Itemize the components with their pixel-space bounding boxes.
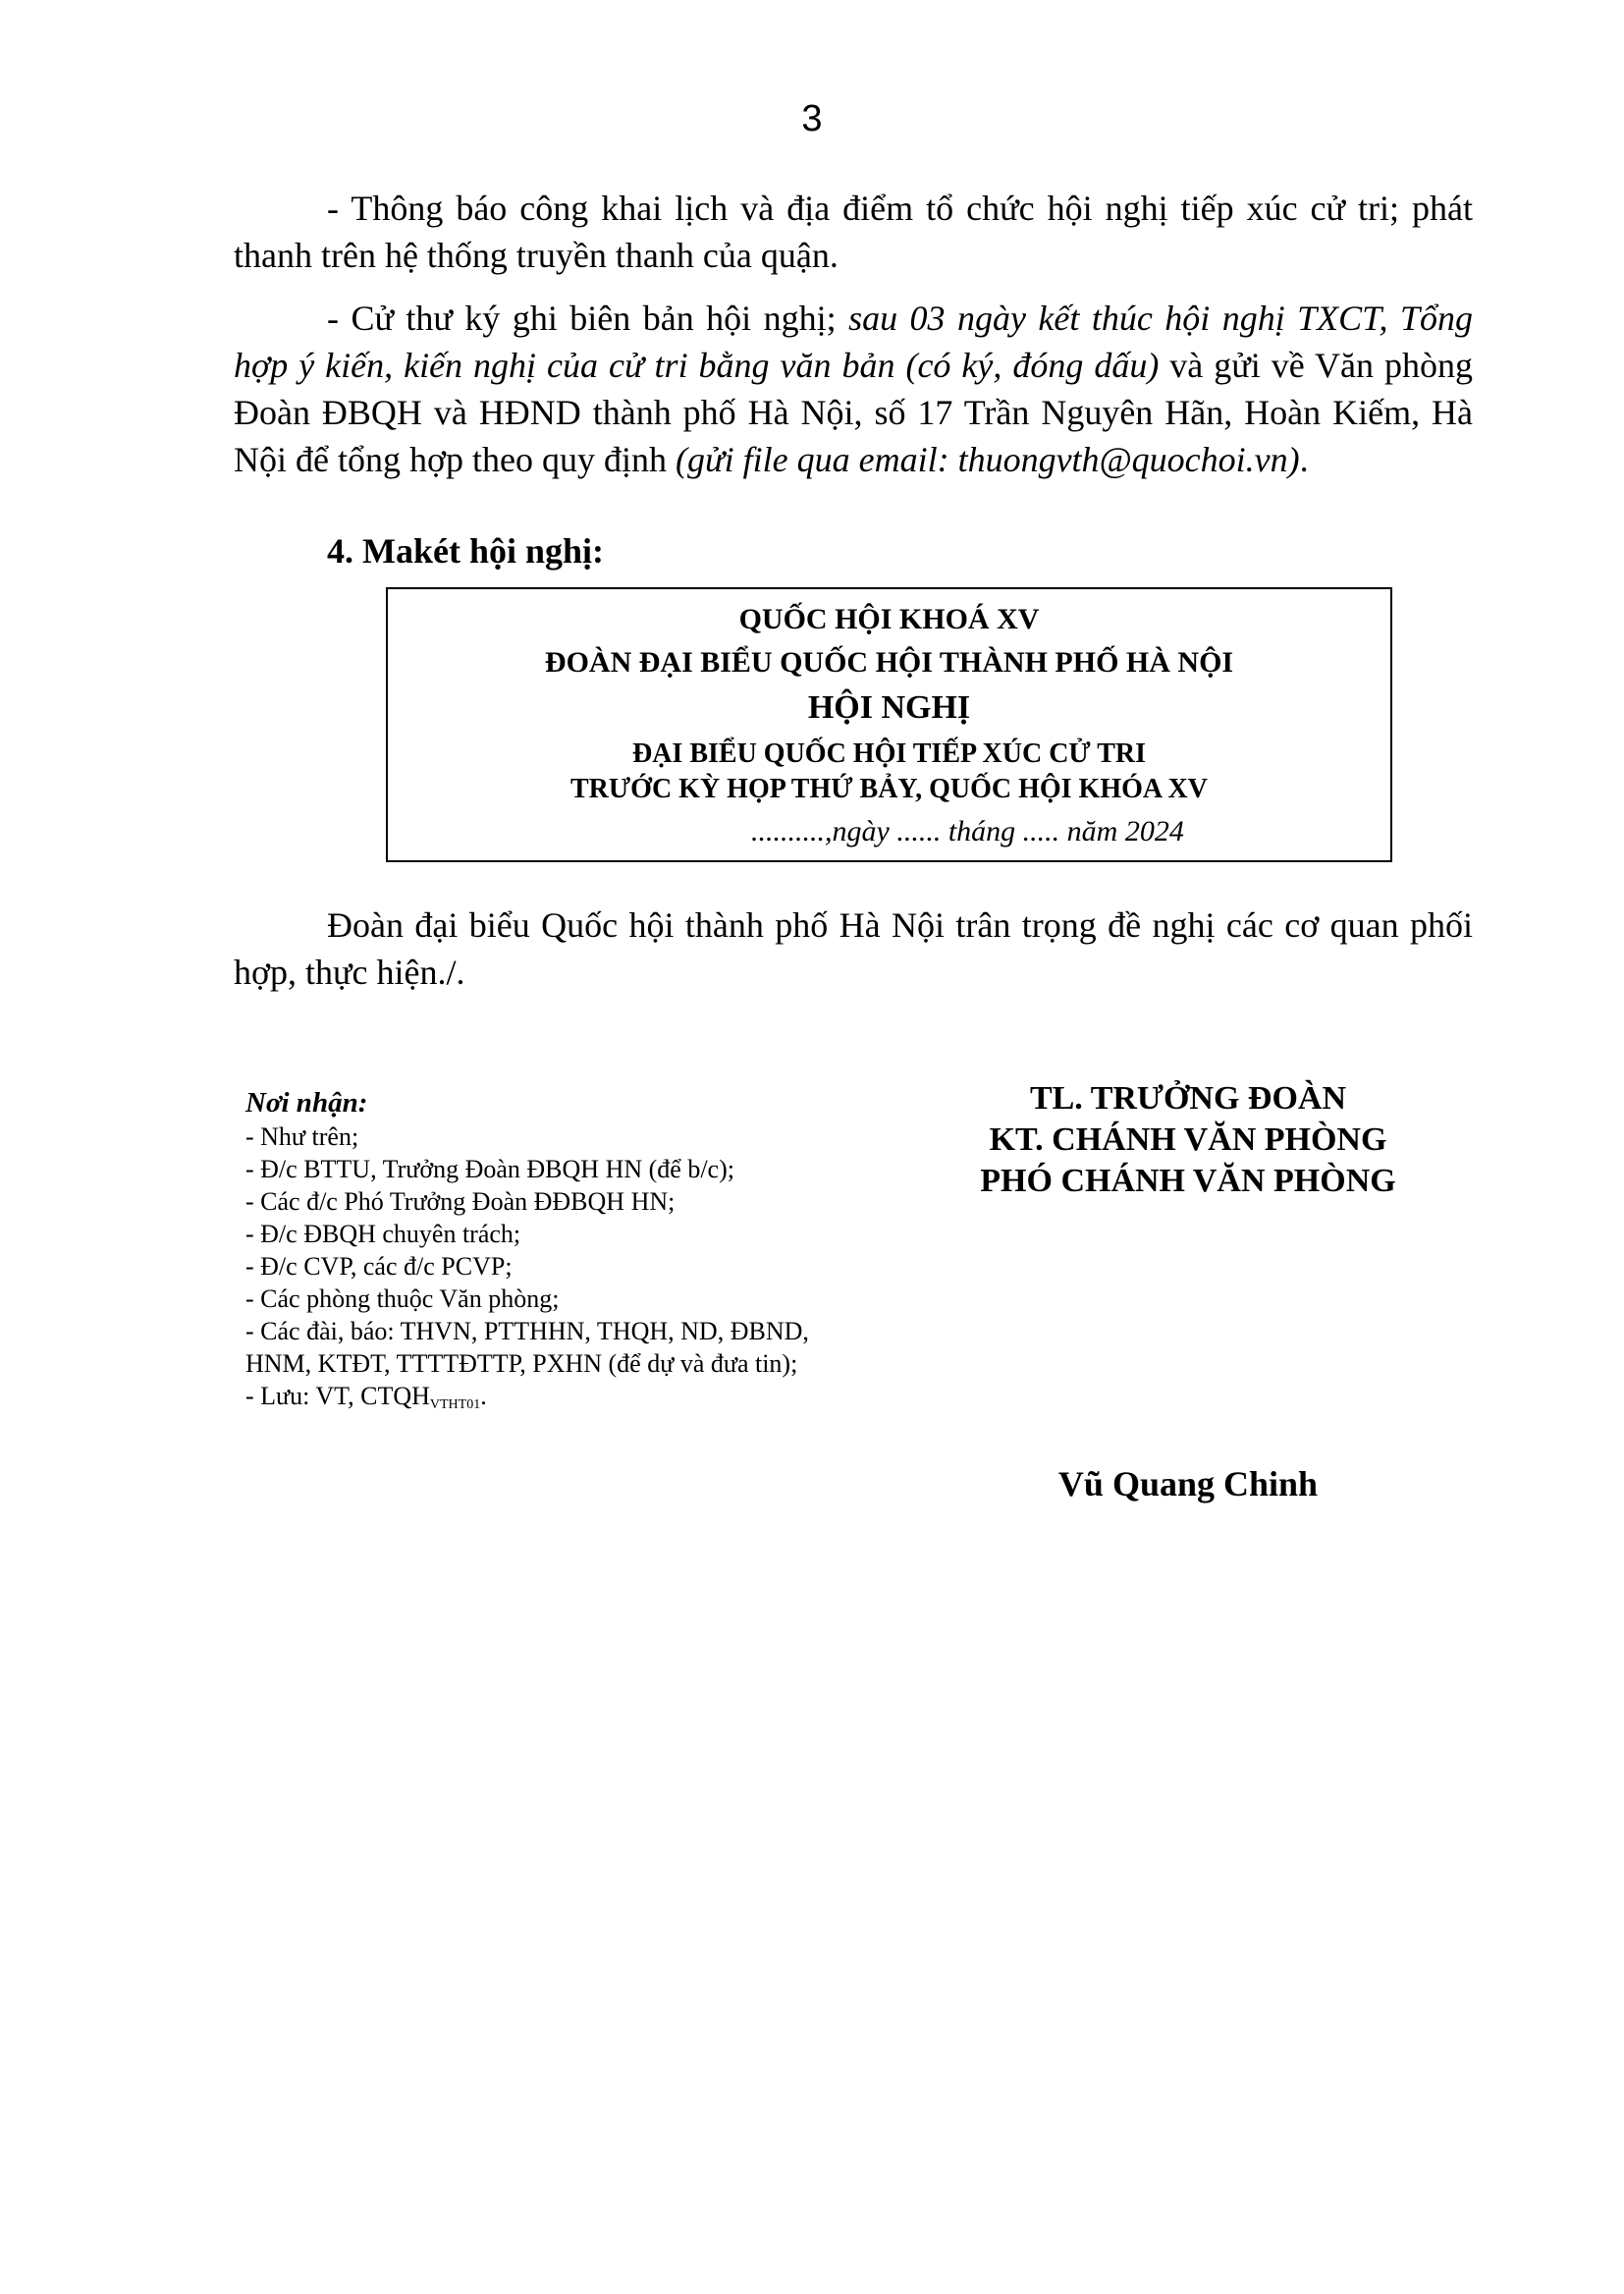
signature-line-chief-of-office: KT. CHÁNH VĂN PHÒNG — [989, 1121, 1387, 1158]
recipient-item: - Các phòng thuộc Văn phòng; — [245, 1284, 560, 1313]
paragraph-secretary-end: . — [1299, 440, 1309, 479]
closing-paragraph-text: Đoàn đại biểu Quốc hội thành phố Hà Nội trân trọng đề nghị các cơ quan phối hợp, thực hiện./. — [234, 905, 1473, 992]
banner-line-conference: HỘI NGHỊ — [807, 689, 971, 726]
recipients-title: Nơi nhận: — [245, 1087, 368, 1119]
recipient-item: - Như trên; — [245, 1122, 359, 1151]
recipient-item: - Đ/c BTTU, Trưởng Đoàn ĐBQH HN (để b/c); — [245, 1155, 734, 1183]
paragraph-secretary-part-a: - Cử thư ký ghi biên bản hội nghị; — [327, 299, 849, 338]
signature-line-delegation-head: TL. TRƯỞNG ĐOÀN — [1029, 1080, 1347, 1117]
paragraph-secretary — [234, 295, 1473, 483]
section-4-heading: 4. Makét hội nghị: — [327, 531, 605, 571]
page-number: 3 — [801, 98, 823, 139]
signature-block — [943, 1078, 1434, 1202]
paragraph-announcement-text: - Thông báo công khai lịch và địa điểm tổ chức hội nghị tiếp xúc cử tri; phát thanh trên hệ thống truyền thanh của quận. — [234, 189, 1473, 275]
banner-line-date: ..........,ngày ...... tháng ..... năm 2024 — [751, 815, 1184, 847]
recipient-item: - Đ/c ĐBQH chuyên trách; — [245, 1220, 521, 1248]
recipient-item: HNM, KTĐT, TTTTĐTTP, PXHN (để dự và đưa tin); — [245, 1349, 798, 1378]
banner-line-meeting-voters: ĐẠI BIỂU QUỐC HỘI TIẾP XÚC CỬ TRI — [631, 738, 1147, 769]
paragraph-secretary-part-b: sau 03 ngày kết thúc hội nghị TXCT, Tổng hợp ý kiến, kiến nghị của cử tri bằng văn bản (có ký, đóng dấu) — [234, 299, 1473, 385]
banner-line-national-assembly: QUỐC HỘI KHOÁ XV — [738, 603, 1040, 635]
signer-name: Vũ Quang Chinh — [1057, 1464, 1319, 1503]
recipient-archive-text: - Lưu: VT, CTQH — [245, 1382, 430, 1410]
paragraph-secretary-text — [234, 295, 1473, 483]
recipient-item: - Các đài, báo: THVN, PTTHHN, THQH, ND, ĐBND, — [245, 1317, 809, 1345]
signature-line-deputy-chief: PHÓ CHÁNH VĂN PHÒNG — [980, 1163, 1396, 1199]
paragraph-announcement — [234, 185, 1473, 279]
recipients-block — [245, 1085, 933, 1421]
banner-line-delegation: ĐOÀN ĐẠI BIỂU QUỐC HỘI THÀNH PHỐ HÀ NỘI — [544, 646, 1234, 679]
recipient-item: - Đ/c CVP, các đ/c PCVP; — [245, 1252, 513, 1281]
recipient-archive-subscript: VTHT01 — [429, 1397, 481, 1412]
recipient-item: - Các đ/c Phó Trưởng Đoàn ĐĐBQH HN; — [245, 1187, 676, 1216]
conference-banner-box — [386, 587, 1392, 862]
closing-paragraph — [234, 901, 1473, 996]
recipient-item-archive — [245, 1380, 933, 1421]
paragraph-secretary-part-c: và gửi về Văn phòng Đoàn ĐBQH và HĐND thành phố Hà Nội, số 17 Trần Nguyên Hãn, Hoàn Kiếm, Hà Nội để tổng hợp theo quy định — [234, 346, 1474, 479]
paragraph-secretary-email: (gửi file qua email: thuongvth@quochoi.vn) — [676, 440, 1300, 479]
banner-line-session: TRƯỚC KỲ HỌP THỨ BẢY, QUỐC HỘI KHÓA XV — [570, 774, 1208, 804]
recipient-archive-end: . — [480, 1382, 487, 1410]
